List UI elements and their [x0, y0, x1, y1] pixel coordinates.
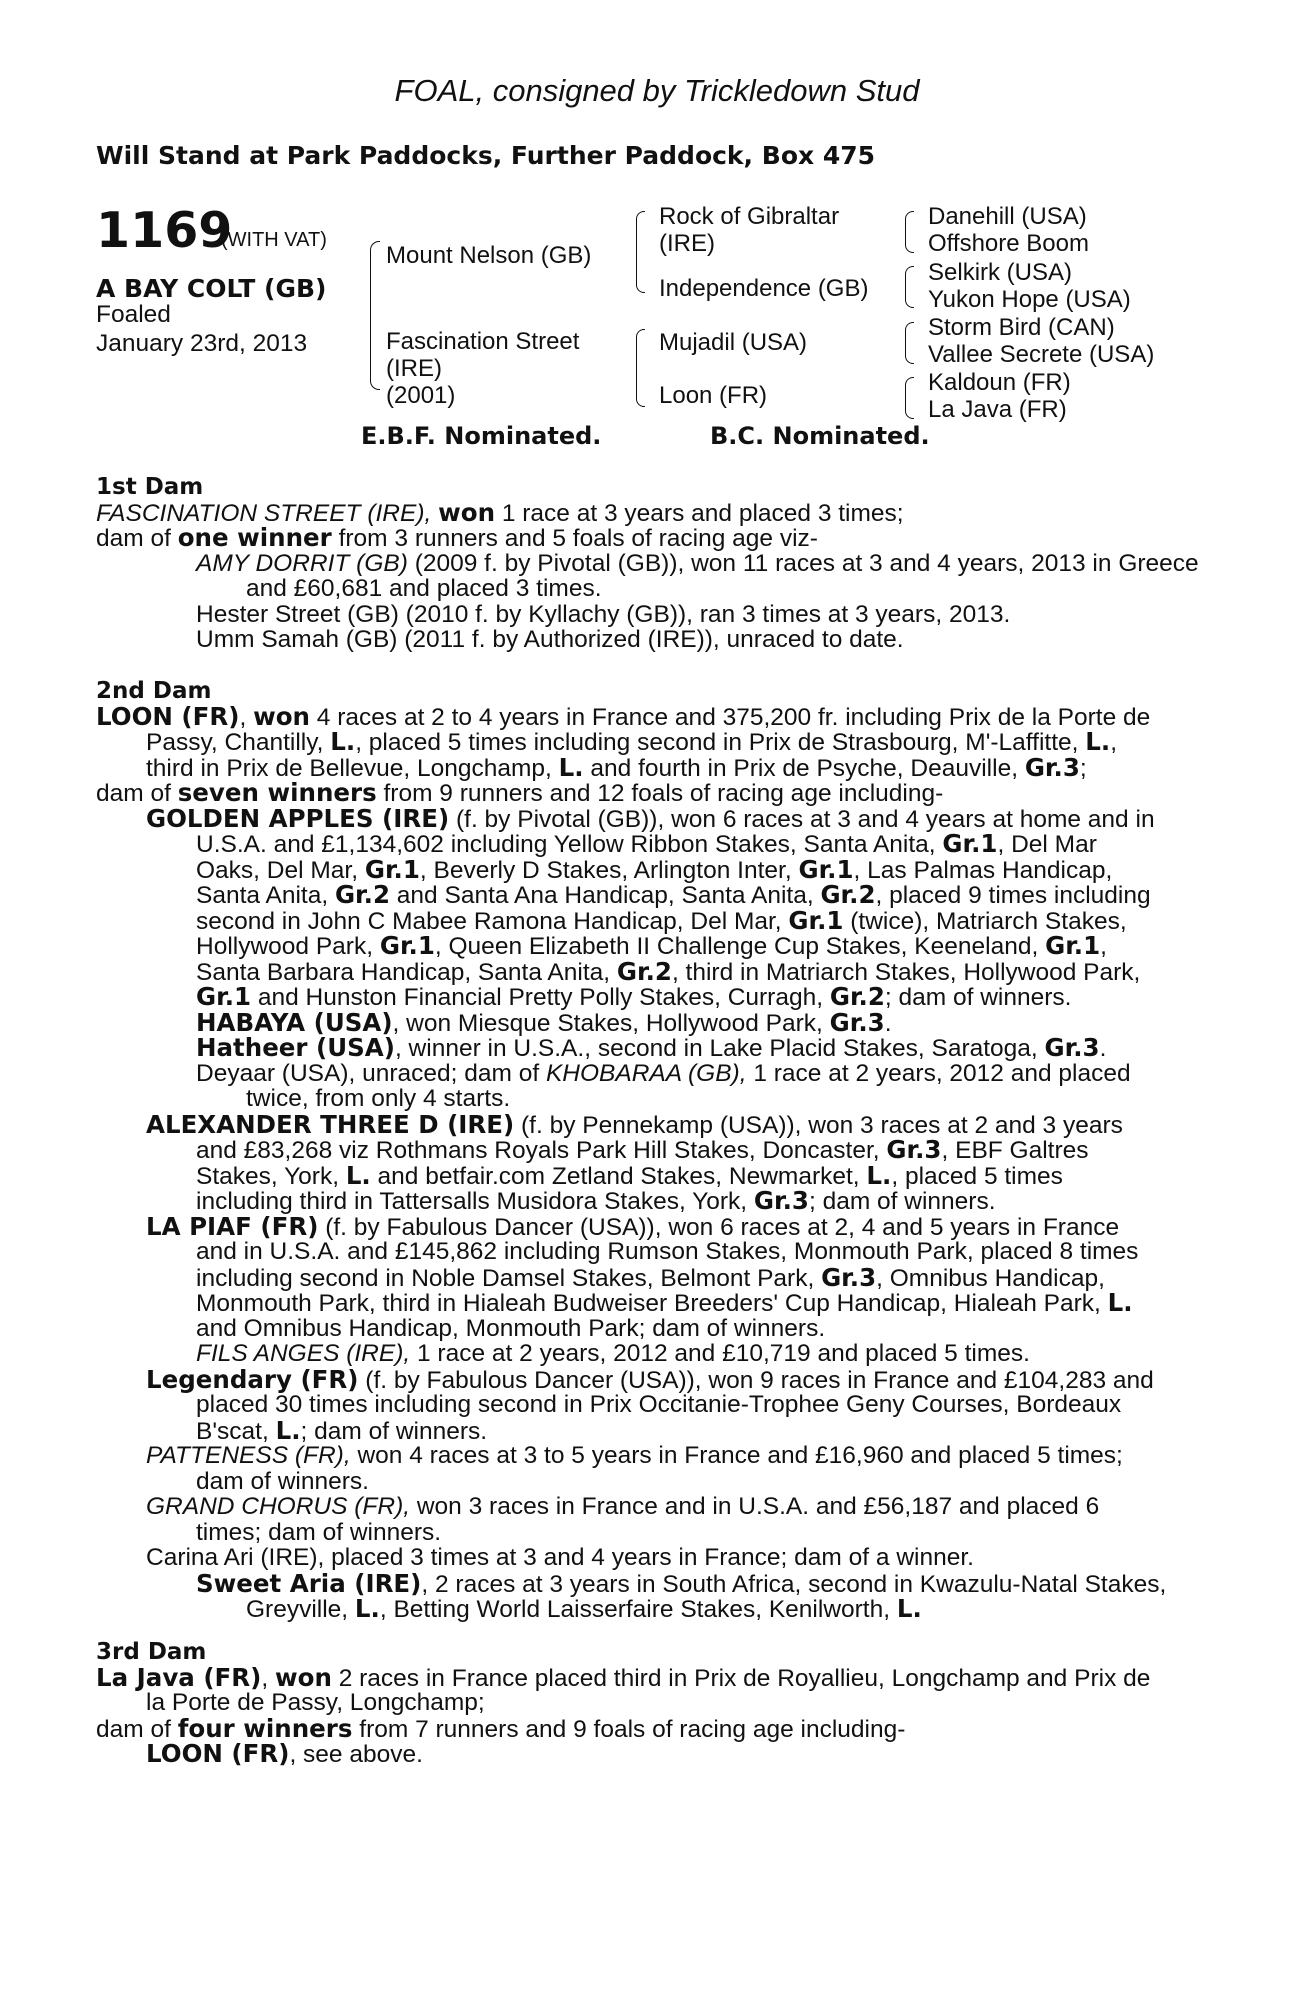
grade: Gr.3 — [829, 1007, 885, 1037]
text: , — [1110, 729, 1117, 756]
text: and £83,268 viz Rothmans Royals Park Hill Stakes, Doncaster, — [196, 1137, 887, 1164]
text: . — [884, 1009, 892, 1037]
grade: Gr.3 — [1024, 752, 1080, 782]
winners-count: one winner — [177, 523, 332, 552]
produce-name: GOLDEN APPLES (IRE) — [146, 803, 450, 833]
grade: L. — [354, 1594, 380, 1623]
stand-location: Will Stand at Park Paddocks, Further Paddock, Box 475 — [96, 141, 876, 170]
dam-name: LOON (FR) — [96, 701, 240, 731]
second-dam-line — [96, 1290, 1206, 1316]
text: , Queen Elizabeth II Challenge Cup Stakes, Keeneland, — [434, 933, 1046, 960]
text: and betfair.com Zetland Stakes, Newmarket, — [370, 1162, 867, 1190]
second-dam-line — [96, 831, 1206, 857]
produce-name: ALEXANDER THREE D (IRE) — [146, 1109, 515, 1139]
grade: Gr.2 — [616, 956, 672, 986]
second-dam-line — [96, 1596, 1206, 1622]
second-dam-line — [96, 1494, 1206, 1520]
pedigree-sire-sire-line1: Rock of Gibraltar — [659, 203, 840, 230]
second-dam-line — [96, 1341, 1206, 1367]
produce-name: LOON (FR) — [146, 1739, 290, 1768]
second-dam-line — [96, 1109, 1206, 1139]
second-dam-line: times; dam of winners. — [196, 1518, 442, 1546]
horse-title: A BAY COLT (GB) — [96, 274, 327, 303]
text: , Omnibus Handicap, — [876, 1264, 1105, 1292]
ebf-nominated: E.B.F. Nominated. — [361, 422, 602, 450]
pedigree-dam-line3: (2001) — [386, 382, 456, 409]
second-dam-line: and in U.S.A. and £145,862 including Rumson Stakes, Monmouth Park, placed 8 times — [196, 1238, 1139, 1265]
pedigree-gen4-7: Kaldoun (FR) — [928, 369, 1071, 396]
second-dam-line — [96, 933, 1206, 959]
second-dam-line: dam of winners. — [196, 1467, 369, 1495]
produce-text: (2009 f. by Pivotal (GB)), won 11 races at 3 and 4 years, 2013 in Greece — [414, 549, 1199, 577]
grade: Gr.3 — [886, 1135, 942, 1164]
text: , Las Palmas Handicap, — [853, 856, 1113, 884]
text: and fourth in Prix de Psyche, Deauville, — [583, 754, 1025, 782]
grade: Gr.1 — [1045, 931, 1101, 960]
text: and Santa Ana Handicap, Santa Anita, — [390, 882, 821, 909]
second-dam-line — [96, 1160, 1206, 1190]
produce-name: LA PIAF (FR) — [146, 1211, 319, 1241]
first-dam-line — [96, 551, 1206, 577]
second-dam-line: Carina Ari (IRE), placed 3 times at 3 and 4 years in France; dam of a winner. — [146, 1544, 974, 1571]
second-dam-heading: 2nd Dam — [96, 678, 212, 704]
second-dam-line: placed 30 times including second in Prix Occitanie-Trophee Geny Courses, Bordeaux — [196, 1391, 1122, 1418]
grade: Gr.1 — [196, 982, 252, 1011]
second-dam-line: and Omnibus Handicap, Monmouth Park; dam of winners. — [196, 1314, 826, 1342]
text: ; dam of winners. — [884, 984, 1072, 1011]
text: Deyaar (USA), unraced; dam of — [196, 1059, 546, 1087]
record-text: 1 race at 3 years and placed 3 times; — [501, 499, 904, 527]
second-dam-line — [96, 1415, 1206, 1445]
pedigree-gen4-1: Danehill (USA) — [928, 203, 1087, 230]
text: Santa Anita, — [196, 882, 335, 909]
text: , winner in U.S.A., second in Lake Placid Stakes, Saratoga, — [394, 1035, 1045, 1062]
text: from 9 runners and 12 foals of racing age including- — [376, 780, 944, 807]
text: Hollywood Park, — [196, 933, 380, 960]
text: Monmouth Park, third in Hialeah Budweiser Breeders' Cup Handicap, Hialeah Park, — [196, 1290, 1108, 1317]
text: . — [1099, 1035, 1107, 1062]
text: (f. by Pivotal (GB)), won 6 races at 3 and 4 years at home and in — [449, 805, 1155, 833]
second-dam-line — [96, 1035, 1206, 1061]
pedigree-gen4-4: Yukon Hope (USA) — [928, 286, 1131, 313]
produce-name: GRAND CHORUS (FR), — [146, 1493, 411, 1520]
grade: Gr.2 — [829, 982, 885, 1011]
second-dam-line — [96, 984, 1206, 1010]
pedigree-sire-dam: Independence (GB) — [659, 275, 869, 302]
second-dam-line — [96, 1568, 1206, 1598]
pedigree-gen4-5: Storm Bird (CAN) — [928, 314, 1115, 341]
pedigree-gen4-6: Vallee Secrete (USA) — [928, 341, 1155, 368]
text: B'scat, — [196, 1417, 276, 1445]
second-dam-line — [96, 780, 1206, 806]
pedigree-brace-dam — [636, 329, 645, 407]
grade: Gr.1 — [798, 854, 854, 884]
pedigree-gen4-3: Selkirk (USA) — [928, 259, 1073, 286]
dam-name: La Java (FR) — [96, 1662, 262, 1692]
winners-count: four winners — [177, 1713, 353, 1743]
text: ; dam of winners. — [808, 1188, 996, 1215]
second-dam-line — [96, 882, 1206, 908]
grade: L. — [1107, 1288, 1133, 1317]
second-dam-line — [96, 1364, 1206, 1394]
pedigree-brace-loon — [905, 377, 914, 419]
pedigree-brace-sire — [636, 211, 645, 293]
third-dam-heading: 3rd Dam — [96, 1639, 207, 1665]
first-dam-heading: 1st Dam — [96, 474, 204, 500]
first-dam-line: Umm Samah (GB) (2011 f. by Authorized (IRE)), unraced to date. — [196, 626, 904, 653]
second-dam-line — [96, 1188, 1206, 1214]
pedigree-dam-line2: (IRE) — [386, 355, 442, 382]
won-label: won — [274, 1662, 332, 1692]
second-dam-line — [96, 1007, 1206, 1037]
grade: Gr.3 — [753, 1186, 809, 1215]
text: , Del Mar — [997, 831, 1097, 858]
second-dam-line — [96, 729, 1206, 755]
won-label: won — [253, 701, 310, 731]
text: Stakes, York, — [196, 1162, 346, 1190]
text: from 7 runners and 9 foals of racing age including- — [352, 1715, 906, 1743]
text: (twice), Matriarch Stakes, — [843, 907, 1127, 935]
text: ; dam of winners. — [300, 1417, 488, 1445]
produce-name: PATTENESS (FR), — [146, 1442, 351, 1469]
text: dam of — [96, 1715, 178, 1743]
text: from 3 runners and 5 foals of racing age viz- — [338, 525, 818, 552]
grade: Gr.1 — [379, 931, 435, 960]
text: second in John C Mabee Ramona Handicap, Del Mar, — [196, 907, 789, 935]
text: 4 races at 2 to 4 years in France and 375,200 fr. including Prix de la Porte de — [309, 703, 1151, 731]
pedigree-brace-gen1 — [370, 241, 380, 390]
third-dam-line: la Porte de Passy, Longchamp; — [146, 1689, 485, 1716]
text: , placed 9 times including — [875, 882, 1151, 909]
text: Greyville, — [246, 1596, 355, 1623]
pedigree-dam-dam: Loon (FR) — [659, 382, 768, 409]
second-dam-line — [96, 752, 1206, 782]
grade: Gr.3 — [821, 1262, 877, 1292]
text: , — [1100, 933, 1107, 960]
text: ; — [1079, 754, 1087, 782]
grade: L. — [345, 1160, 371, 1190]
grade: L. — [330, 727, 356, 756]
text: U.S.A. and £1,134,602 including Yellow Ribbon Stakes, Santa Anita, — [196, 831, 943, 858]
pedigree-dam-line1: Fascination Street — [386, 328, 580, 355]
text: (f. by Pennekamp (USA)), won 3 races at 2 and 3 years — [514, 1111, 1123, 1139]
produce-name: KHOBARAA (GB), — [545, 1059, 747, 1087]
dam-name: FASCINATION STREET (IRE), — [96, 499, 432, 527]
won-label: won — [438, 497, 496, 527]
text: , placed 5 times including second in Prix de Strasbourg, M'-Laffitte, — [355, 729, 1086, 756]
text: , placed 5 times — [891, 1162, 1063, 1190]
first-dam-section — [96, 474, 1206, 653]
pedigree-brace-independence — [905, 266, 914, 308]
vat-label: (WITH VAT) — [221, 229, 327, 251]
text: , see above. — [289, 1741, 423, 1768]
first-dam-line: and £60,681 and placed 3 times. — [246, 575, 602, 602]
text: Santa Barbara Handicap, Santa Anita, — [196, 958, 617, 986]
text: including second in Noble Damsel Stakes, Belmont Park, — [196, 1264, 822, 1292]
pedigree-brace-rock — [905, 211, 914, 253]
second-dam-line — [96, 803, 1206, 833]
first-dam-line — [96, 525, 1206, 551]
second-dam-line — [96, 1061, 1206, 1087]
text: won 3 races in France and in U.S.A. and £56,187 and placed 6 — [410, 1493, 1100, 1520]
text: , — [261, 1664, 275, 1692]
second-dam-line: twice, from only 4 starts. — [246, 1085, 511, 1112]
pedigree-sire-sire-line2: (IRE) — [659, 230, 715, 257]
text: won 4 races at 3 to 5 years in France and £16,960 and placed 5 times; — [350, 1442, 1123, 1469]
text: including third in Tattersalls Musidora Stakes, York, — [196, 1188, 754, 1215]
grade: L. — [1085, 727, 1111, 756]
produce-name: AMY DORRIT (GB) — [196, 549, 408, 577]
text: 1 race at 2 years, 2012 and £10,719 and placed 5 times. — [410, 1340, 1030, 1367]
page-title: FOAL, consigned by Trickledown Stud — [394, 73, 920, 108]
second-dam-line — [96, 1137, 1206, 1163]
grade: L. — [275, 1415, 301, 1445]
second-dam-line — [96, 701, 1206, 731]
winners-count: seven winners — [177, 778, 377, 807]
grade: Gr.1 — [942, 829, 998, 858]
text: 1 race at 2 years, 2012 and placed — [746, 1059, 1131, 1087]
first-dam-line: Hester Street (GB) (2010 f. by Kyllachy (GB)), ran 3 times at 3 years, 2013. — [196, 600, 1011, 628]
text: , Beverly D Stakes, Arlington Inter, — [419, 856, 799, 884]
text: , — [239, 703, 254, 731]
second-dam-line — [96, 1443, 1206, 1469]
text: (f. by Fabulous Dancer (USA)), won 6 races at 2, 4 and 5 years in France — [318, 1213, 1120, 1241]
foaled-date: January 23rd, 2013 — [96, 330, 308, 357]
text: 2 races in France placed third in Prix de Royallieu, Longchamp and Prix de — [331, 1664, 1151, 1692]
text: , 2 races at 3 years in South Africa, second in Kwazulu-Natal Stakes, — [421, 1570, 1167, 1598]
pedigree-gen4-2: Offshore Boom — [928, 230, 1089, 257]
grade: L. — [866, 1160, 892, 1190]
produce-name: Sweet Aria (IRE) — [196, 1568, 422, 1598]
pedigree-dam-sire: Mujadil (USA) — [659, 329, 808, 356]
second-dam-section — [96, 678, 1206, 1622]
text: third in Prix de Bellevue, Longchamp, — [146, 754, 559, 782]
text: Oaks, Del Mar, — [196, 856, 365, 884]
text: , Betting World Laisserfaire Stakes, Kenilworth, — [379, 1596, 897, 1623]
grade: Gr.2 — [820, 880, 876, 909]
second-dam-line — [96, 1211, 1206, 1241]
grade: Gr.2 — [334, 880, 390, 909]
grade: L. — [558, 752, 584, 782]
grade: Gr.3 — [1044, 1033, 1100, 1062]
grade: Gr.1 — [788, 905, 844, 935]
third-dam-section — [96, 1639, 1206, 1767]
text: , EBF Galtres — [941, 1137, 1089, 1164]
text: , third in Matriarch Stakes, Hollywood Park, — [671, 958, 1141, 986]
pedigree-sire: Mount Nelson (GB) — [386, 242, 592, 269]
text: , won Miesque Stakes, Hollywood Park, — [392, 1009, 830, 1037]
bc-nominated: B.C. Nominated. — [710, 422, 930, 450]
text: dam of — [96, 525, 171, 552]
second-dam-line — [96, 905, 1206, 935]
second-dam-line — [96, 1262, 1206, 1292]
grade: L. — [896, 1594, 922, 1623]
pedigree-brace-mujadil — [905, 322, 914, 364]
third-dam-line — [96, 1741, 1206, 1767]
produce-name: HABAYA (USA) — [196, 1007, 393, 1037]
grade: Gr.1 — [364, 854, 420, 884]
second-dam-line — [96, 956, 1206, 986]
text: dam of — [96, 780, 178, 807]
text: (f. by Fabulous Dancer (USA)), won 9 races in France and £104,283 and — [358, 1366, 1154, 1394]
text: Passy, Chantilly, — [146, 729, 331, 756]
produce-name: FILS ANGES (IRE), — [196, 1340, 411, 1367]
first-dam-line — [96, 497, 1206, 527]
pedigree-gen4-8: La Java (FR) — [928, 396, 1067, 423]
third-dam-line — [96, 1662, 1206, 1692]
foaled-label: Foaled — [96, 301, 171, 328]
produce-name: Hatheer (USA) — [196, 1033, 395, 1062]
lot-number: 1169 — [96, 202, 233, 259]
text: and Hunston Financial Pretty Polly Stakes, Curragh, — [251, 984, 830, 1011]
produce-name: Legendary (FR) — [146, 1364, 359, 1394]
second-dam-line — [96, 854, 1206, 884]
third-dam-line — [96, 1713, 1206, 1743]
